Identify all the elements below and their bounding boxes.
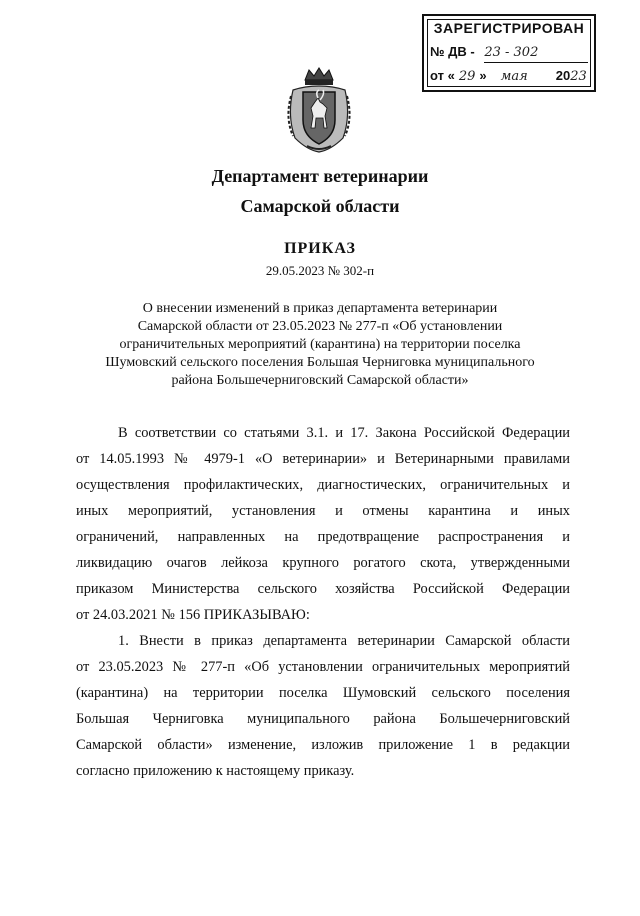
paragraph-preamble	[76, 420, 570, 628]
stamp-number-row	[430, 44, 538, 60]
paragraph-line: иных мероприятий, установления и отмены карантина и иных	[76, 503, 570, 519]
paragraph-line: приказом Министерства сельского хозяйства Российской Федерации	[76, 581, 570, 597]
paragraph-line: от 14.05.1993 № 4979-1 «О ветеринарии» и Ветеринарными правилами	[76, 451, 570, 467]
subject-line: Самарской области от 23.05.2023 № 277-п «Об установлении	[137, 319, 503, 334]
paragraph-line: 1. Внести в приказ департамента ветеринарии Самарской области	[118, 633, 570, 649]
stamp-date-from: от «	[430, 68, 455, 83]
stamp-date-month: мая	[500, 69, 528, 84]
stamp-date-year-suffix: 23	[570, 69, 587, 84]
stamp-date-day: 29	[458, 69, 476, 84]
paragraph-item-1	[76, 628, 570, 784]
subject-line: ограничительных мероприятий (карантина) на территории поселка	[119, 337, 521, 352]
subject-line: Шумовский сельского поселения Большая Черниговка муниципального	[105, 355, 535, 370]
paragraph-line: ликвидацию очагов лейкоза крупного рогатого скота, утвержденными	[76, 555, 570, 571]
stamp-date-row	[430, 68, 587, 84]
stamp-number-label: № ДВ -	[430, 44, 475, 59]
paragraph-line: Самарской области» изменение, изложив приложение 1 в редакции	[76, 737, 570, 753]
document-type: ПРИКАЗ	[284, 240, 356, 257]
stamp-title: ЗАРЕГИСТРИРОВАН	[433, 20, 585, 36]
samara-coat-of-arms-icon	[285, 66, 353, 154]
document-subject	[100, 300, 540, 390]
paragraph-line: ограничений, направленных на предотвращение распространения и	[76, 529, 570, 545]
stamp-date-mid: »	[479, 68, 487, 83]
stamp-date-underline	[464, 86, 588, 87]
paragraph-line: согласно приложению к настоящему приказу.	[76, 763, 355, 779]
paragraph-line: В соответствии со статьями 3.1. и 17. Закона Российской Федерации	[118, 425, 570, 441]
department-name-line-1: Департамент ветеринарии	[211, 166, 429, 186]
department-name-line-2: Самарской области	[240, 196, 400, 216]
registration-stamp	[422, 14, 596, 92]
stamp-number-value: 23 - 302	[484, 45, 539, 60]
paragraph-line: осуществления профилактических, диагностических, ограничительных и	[76, 477, 570, 493]
subject-line: О внесении изменений в приказ департамента ветеринарии	[142, 301, 498, 316]
paragraph-line: от 24.03.2021 № 156 ПРИКАЗЫВАЮ:	[76, 607, 310, 623]
document-number: 29.05.2023 № 302-п	[265, 263, 375, 278]
paragraph-line: Большая Черниговка муниципального района Большечерниговский	[76, 711, 570, 727]
subject-line: района Большечерниговский Самарской области»	[171, 373, 469, 388]
stamp-number-underline	[484, 62, 588, 63]
paragraph-line: от 23.05.2023 № 277-п «Об установлении ограничительных мероприятий	[76, 659, 570, 675]
paragraph-line: (карантина) на территории поселка Шумовский сельского поселения	[76, 685, 570, 701]
stamp-date-year-prefix: 20	[555, 68, 571, 83]
